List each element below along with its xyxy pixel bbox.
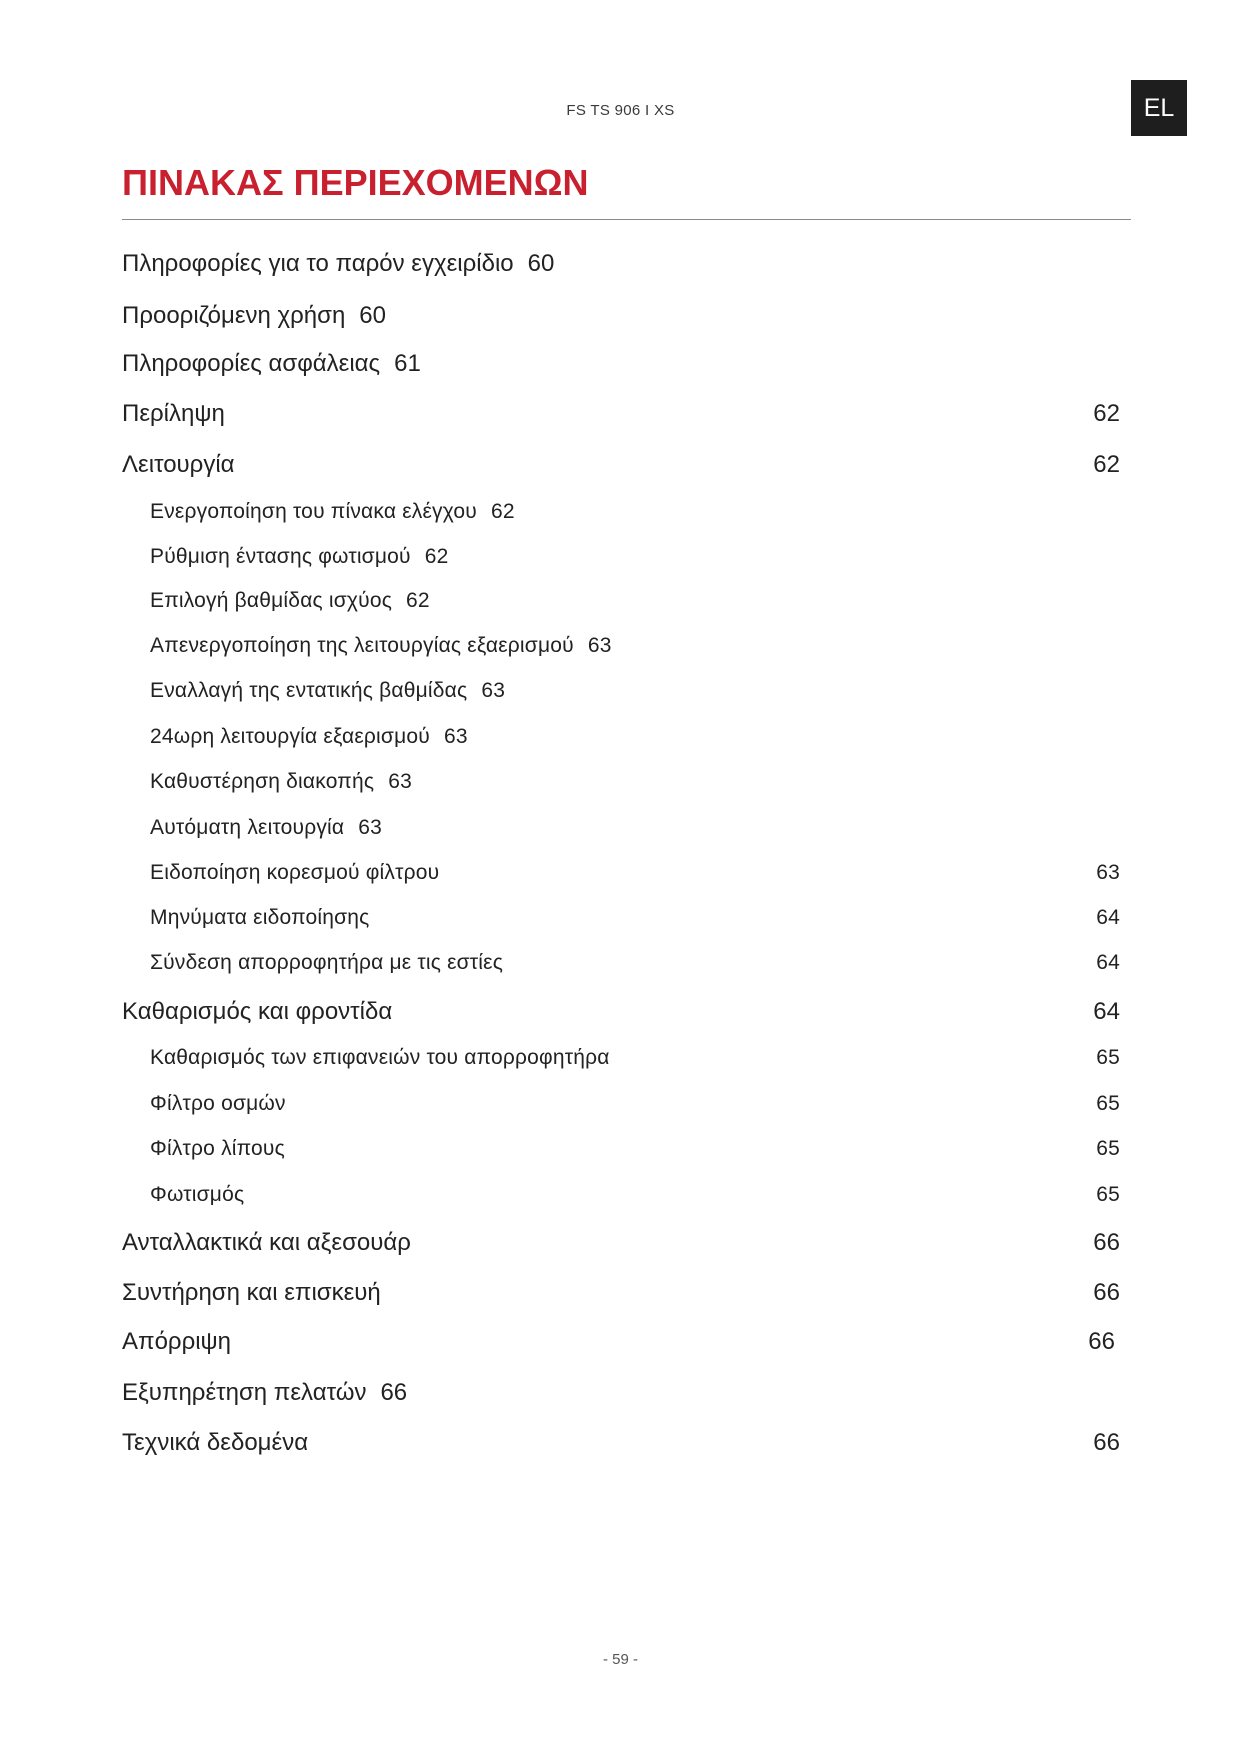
title-divider [122, 219, 1131, 220]
toc-entry-page: 60 [359, 302, 386, 329]
toc-entry-title: Λειτουργία [122, 451, 235, 478]
toc-entry-title: Σύνδεση απορροφητήρα με τις εστίες [150, 951, 504, 974]
toc-entry-title: Ρύθμιση έντασης φωτισμού [150, 545, 411, 568]
toc-entry-page: 63 [388, 770, 412, 793]
toc-entry-title: Απενεργοποίηση της λειτουργίας εξαερισμού [150, 634, 574, 657]
toc-subsection[interactable] [150, 724, 1120, 750]
toc-section[interactable] [122, 1327, 1115, 1357]
toc-entry-page: 63 [358, 816, 383, 839]
toc-section[interactable] [122, 997, 1120, 1027]
toc-entry-title: Ανταλλακτικά και αξεσουάρ [122, 1229, 411, 1256]
toc-entry-page: 61 [394, 350, 421, 377]
toc-entry-title: Πληροφορίες για το παρόν εγχειρίδιο [122, 250, 514, 277]
toc-entry-title: Πληροφορίες ασφάλειας [122, 350, 381, 377]
toc-entry-page: 63 [481, 679, 506, 702]
toc-section[interactable] [122, 301, 1120, 331]
toc-entry-title: Περίληψη [122, 400, 225, 427]
toc-entry-title: Μηνύματα ειδοποίησης [150, 906, 370, 929]
toc-entry-title: Αυτόματη λειτουργία [150, 816, 345, 839]
toc-entry-title: Συντήρηση και επισκευή [122, 1279, 381, 1306]
toc-subsection[interactable] [150, 815, 1120, 841]
toc-entry-page: 66 [1093, 1229, 1120, 1256]
toc-entry-page: 64 [1096, 951, 1120, 974]
toc-subsection[interactable] [150, 905, 1120, 931]
toc-entry-title: Καθαρισμός των επιφανειών του απορροφητήρα [150, 1046, 610, 1069]
toc-entry-page: 64 [1093, 998, 1120, 1025]
toc-section[interactable] [122, 349, 1120, 379]
model-header: FS TS 906 I XS [566, 102, 675, 119]
toc-entry-title: Καθαρισμός και φροντίδα [122, 998, 393, 1025]
toc-entry-page: 62 [1093, 451, 1120, 478]
toc-entry-title: Εξυπηρέτηση πελατών [122, 1379, 367, 1406]
toc-subsection[interactable] [150, 1182, 1120, 1208]
toc-section[interactable] [122, 399, 1120, 429]
toc-entry-page: 65 [1096, 1183, 1120, 1206]
toc-entry-page: 66 [380, 1379, 408, 1406]
toc-entry-page: 65 [1096, 1092, 1120, 1115]
toc-section[interactable] [122, 1228, 1120, 1258]
toc-subsection[interactable] [150, 588, 1120, 614]
toc-entry-page: 62 [1093, 400, 1120, 427]
toc-entry-page: 66 [1093, 1279, 1120, 1306]
toc-section[interactable] [122, 450, 1120, 480]
toc-section[interactable] [122, 1428, 1120, 1458]
toc-entry-title: 24ωρη λειτουργία εξαερισμού [150, 725, 430, 748]
toc-section[interactable] [122, 1378, 1120, 1408]
toc-entry-page: 65 [1096, 1046, 1120, 1069]
toc-entry-page: 64 [1096, 906, 1120, 929]
toc-entry-page: 62 [424, 545, 449, 568]
toc-entry-page: 60 [527, 250, 555, 277]
toc-entry-page: 62 [406, 589, 430, 612]
toc-entry-page: 62 [490, 500, 515, 523]
toc-entry-title: Φίλτρο λίπους [150, 1137, 285, 1160]
toc-section[interactable] [122, 1278, 1120, 1308]
toc-entry-title: Επιλογή βαθμίδας ισχύος [150, 589, 393, 612]
toc-subsection[interactable] [150, 499, 1120, 525]
toc-subsection[interactable] [150, 950, 1120, 976]
toc-entry-title: Καθυστέρηση διακοπής [150, 770, 375, 793]
toc-subsection[interactable] [150, 678, 1120, 704]
toc-section[interactable] [122, 249, 1120, 279]
toc-entry-page: 65 [1096, 1137, 1120, 1160]
toc-subsection[interactable] [150, 1091, 1120, 1117]
toc-entry-title: Εναλλαγή της εντατικής βαθμίδας [150, 679, 468, 702]
toc-entry-title: Φίλτρο οσμών [150, 1092, 286, 1115]
language-badge: EL [1131, 80, 1187, 136]
toc-subsection[interactable] [150, 1136, 1120, 1162]
toc-entry-title: Τεχνικά δεδομένα [122, 1429, 309, 1456]
toc-entry-page: 66 [1088, 1328, 1115, 1355]
toc-entry-title: Φωτισμός [150, 1183, 245, 1206]
toc-entry-page: 63 [587, 634, 612, 657]
toc-subsection[interactable] [150, 769, 1120, 795]
toc-entry-title: Ενεργοποίηση του πίνακα ελέγχου [150, 500, 477, 523]
toc-entry-title: Ειδοποίηση κορεσμού φίλτρου [150, 861, 440, 884]
toc-entry-page: 63 [1096, 861, 1120, 884]
toc-subsection[interactable] [150, 633, 1120, 659]
toc-entry-title: Προοριζόμενη χρήση [122, 302, 346, 329]
toc-subsection[interactable] [150, 544, 1120, 570]
toc-entry-page: 63 [443, 725, 468, 748]
toc-entry-page: 66 [1093, 1429, 1120, 1456]
page-number: - 59 - [602, 1651, 638, 1668]
toc-subsection[interactable] [150, 860, 1120, 886]
toc-entry-title: Απόρριψη [122, 1328, 232, 1355]
page-title: ΠΙΝΑΚΑΣ ΠΕΡΙΕΧΟΜΕΝΩΝ [122, 162, 589, 203]
toc-subsection[interactable] [150, 1045, 1120, 1071]
